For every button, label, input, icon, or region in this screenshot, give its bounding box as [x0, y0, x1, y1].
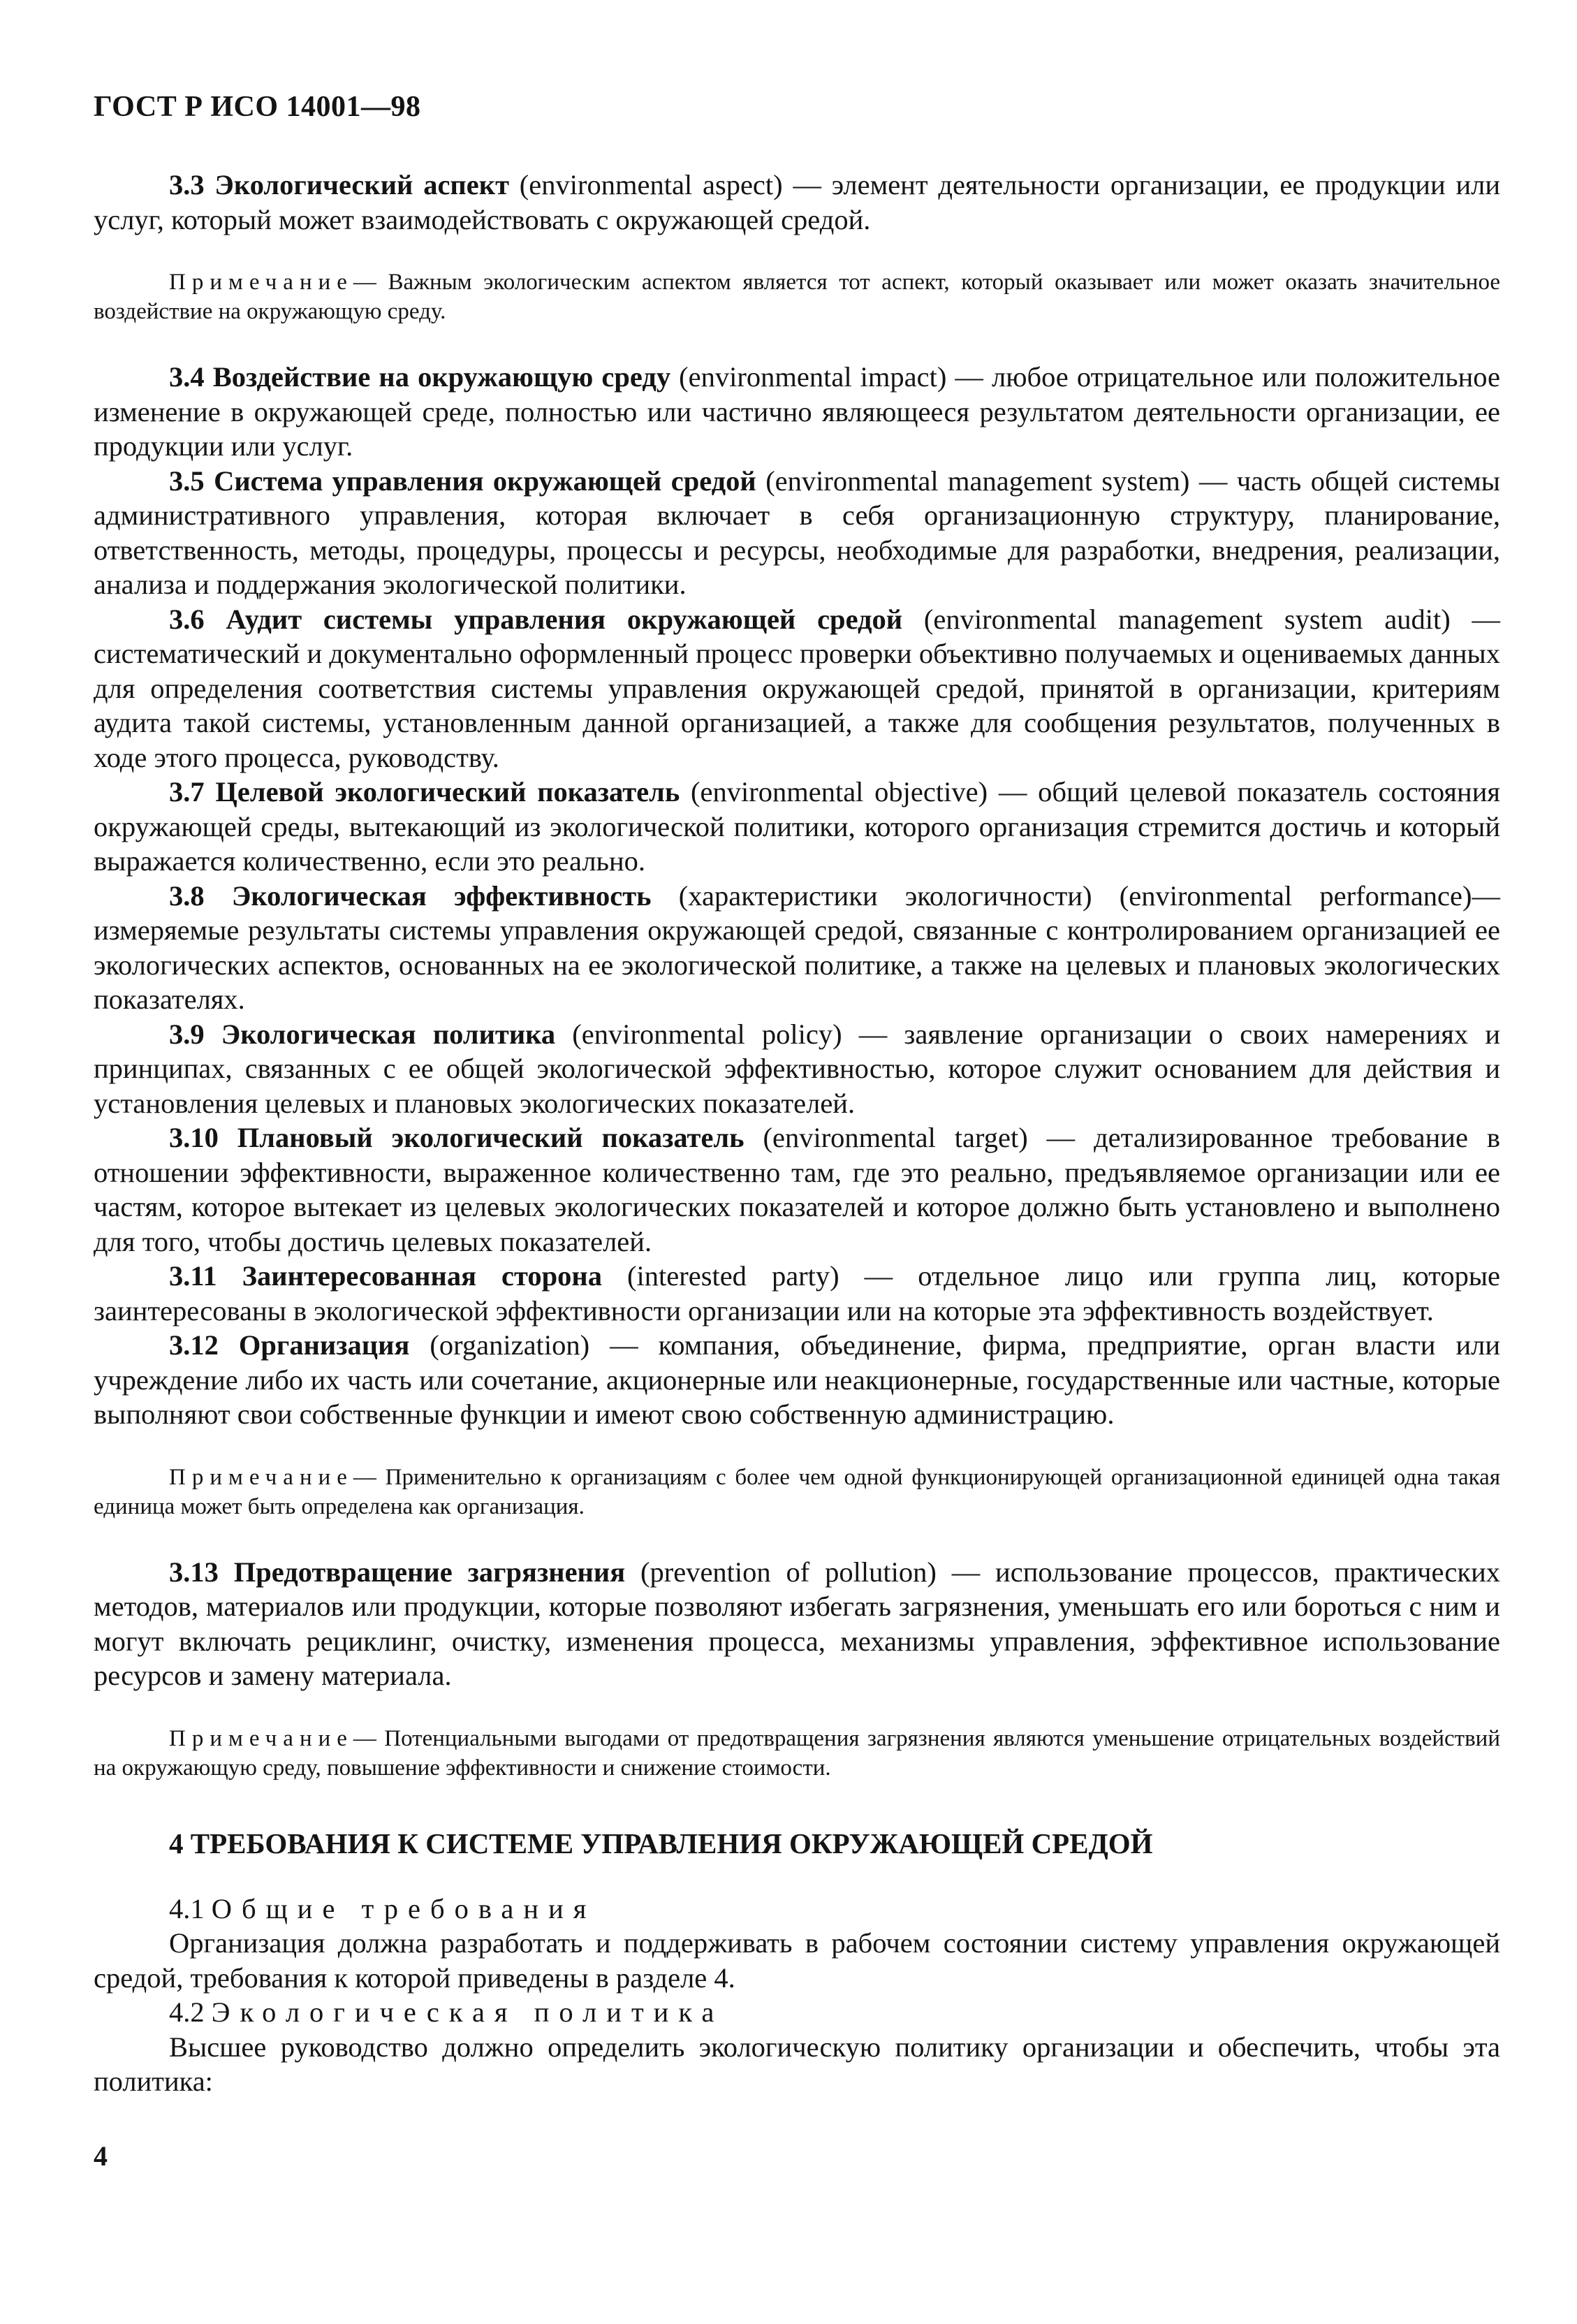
term-3-5: [94, 464, 1500, 602]
term-definition: (environmental management system) — часть общей системы административного управления, которая включает в себя организационную структуру, планирование, ответственность, методы, процедуры, процессы и ресурсы, необходимые для разработки, внедрения, реализации, анализа и поддержания экологической политики.: [94, 465, 1500, 600]
term-name: Плановый экологический показатель: [237, 1122, 745, 1153]
term-name: Воздействие на окружающую среду: [212, 361, 671, 393]
term-definition: (organization) — компания, объединение, фирма, предприятие, орган власти или учреждение либо их часть или сочетание, акционерные или неакционерные, государственные или частные, которые выполняют свои собственные функции и имеют свою собственную администрацию.: [94, 1329, 1500, 1430]
term-3-7: [94, 775, 1500, 879]
note-label: Примечание: [169, 270, 353, 295]
term-name: Организация: [238, 1329, 410, 1361]
term-3-13: [94, 1555, 1500, 1693]
note-2: [94, 1463, 1500, 1521]
term-definition: (environmental policy) — заявление организации о своих намерениях и принципах, связанных с ее общей экологической эффективностью, которое служит основанием для действия и установления целевых и плановых экологических показателей.: [94, 1018, 1500, 1119]
term-number: 3.11: [169, 1260, 217, 1292]
term-number: 3.5: [169, 465, 205, 497]
term-number: 3.7: [169, 776, 205, 807]
subsection-number: 4.1: [169, 1892, 205, 1924]
term-name: Предотвращение загрязнения: [233, 1556, 626, 1588]
subsection-4-2-text: Высшее руководство должно определить экологическую политику организации и обеспечить, чтобы эта политика:: [94, 2031, 1500, 2097]
term-definition: (характеристики экологичности) (environmental performance)— измеряемые результаты системы управления окружающей средой, связанные с контролированием организацией ее экологических аспектов, основанных на ее экологической политике, а также на целевых и плановых экологических показателях.: [94, 879, 1500, 1015]
term-definition: (environmental management system audit) — систематический и документально оформленный процесс проверки объективно получаемых и оцениваемых данных для определения соответствия системы управления окружающей средой, принятой в организации, критериям аудита такой системы, установленным данной организацией, а также для сообщения результатов, полученных в ходе этого процесса, руководству.: [94, 603, 1501, 773]
term-number: 3.13: [169, 1556, 219, 1588]
term-name: Аудит системы управления окружающей средой: [226, 603, 903, 635]
note-text: — Потенциальными выгодами от предотвращения загрязнения являются уменьшение отрицательных воздействий на окружающую среду, повышение эффективности и снижение стоимости.: [94, 1725, 1500, 1781]
subsection-4-1-text: Организация должна разработать и поддерживать в рабочем состоянии систему управления окружающей средой, требования к которой приведены в разделе 4.: [94, 1927, 1500, 1994]
term-number: 3.9: [169, 1018, 205, 1050]
document-header: ГОСТ Р ИСО 14001—98: [94, 91, 421, 123]
term-definition: (environmental target) — детализированное требование в отношении эффективности, выраженное количественно там, где это реально, предъявляемое организации или ее частям, которое вытекает из целевых экологических показателей и которое должно быть установлено и выполнено для того, чтобы достичь целевых показателей.: [94, 1122, 1500, 1257]
page-number: 4: [94, 2140, 108, 2172]
term-number: 3.6: [169, 603, 205, 635]
subsection-title: Экологическая политика: [211, 1996, 724, 2028]
subsection-number: 4.2: [169, 1996, 205, 2028]
term-definition: (prevention of pollution) — использование процессов, практических методов, материалов или продукции, которые позволяют избегать загрязнения, уменьшать его или бороться с ним и могут включать рециклинг, очистку, изменения процесса, механизмы управления, эффективное использование ресурсов и замену материала.: [94, 1556, 1501, 1691]
term-definition: (environmental impact) — любое отрицательное или положительное изменение в окружающей среде, полностью или частично являющееся результатом деятельности организации, ее продукции или услуг.: [94, 361, 1500, 462]
term-number: 3.10: [169, 1122, 219, 1153]
term-3-3: [94, 168, 1500, 237]
note-text: — Важным экологическим аспектом является тот аспект, который оказывает или может оказать значительное воздействие на окружающую среду.: [94, 270, 1500, 324]
term-3-8: [94, 879, 1500, 1017]
term-number: 3.12: [169, 1329, 219, 1361]
term-3-4: [94, 360, 1500, 464]
note-3: [94, 1724, 1500, 1783]
subsection-4-1-heading: [94, 1892, 1500, 1927]
term-name: Целевой экологический показатель: [215, 776, 680, 807]
term-number: 3.8: [169, 879, 205, 912]
note-label: Примечание: [169, 1464, 353, 1490]
subsection-4-2-heading: [94, 1995, 1500, 2030]
term-name: Экологическая политика: [221, 1018, 556, 1050]
term-3-6: [94, 602, 1500, 775]
section-4-heading: 4 ТРЕБОВАНИЯ К СИСТЕМЕ УПРАВЛЕНИЯ ОКРУЖАЮЩЕЙ СРЕДОЙ: [169, 1827, 1153, 1859]
term-3-10: [94, 1120, 1500, 1259]
term-name: Система управления окружающей средой: [214, 465, 756, 497]
term-3-11: [94, 1259, 1500, 1328]
term-number: 3.3: [169, 169, 205, 200]
term-name: Экологическая эффективность: [231, 879, 652, 912]
term-definition: (interested party) — отдельное лицо или группа лиц, которые заинтересованы в экологической эффективности организации или на которые эта эффективность воздействует.: [94, 1260, 1501, 1327]
term-name: Заинтересованная сторона: [242, 1260, 602, 1292]
document-page: [94, 89, 1500, 2099]
term-number: 3.4: [169, 361, 205, 393]
note-1: [94, 268, 1500, 326]
note-label: Примечание: [169, 1725, 353, 1751]
term-definition: (environmental objective) — общий целевой показатель состояния окружающей среды, вытекающий из экологической политики, которого организация стремится достичь и который выражается количественно, если это реально.: [94, 776, 1501, 877]
term-3-9: [94, 1017, 1500, 1121]
subsection-title: Общие требования: [211, 1892, 596, 1924]
term-definition: (environmental aspect) — элемент деятельности организации, ее продукции или услуг, который может взаимодействовать с окружающей средой.: [94, 169, 1501, 235]
note-text: — Применительно к организациям с более чем одной функционирующей организационной единицей одна такая единица может быть определена как организация.: [94, 1464, 1500, 1519]
term-3-12: [94, 1328, 1500, 1432]
term-name: Экологический аспект: [214, 169, 509, 200]
